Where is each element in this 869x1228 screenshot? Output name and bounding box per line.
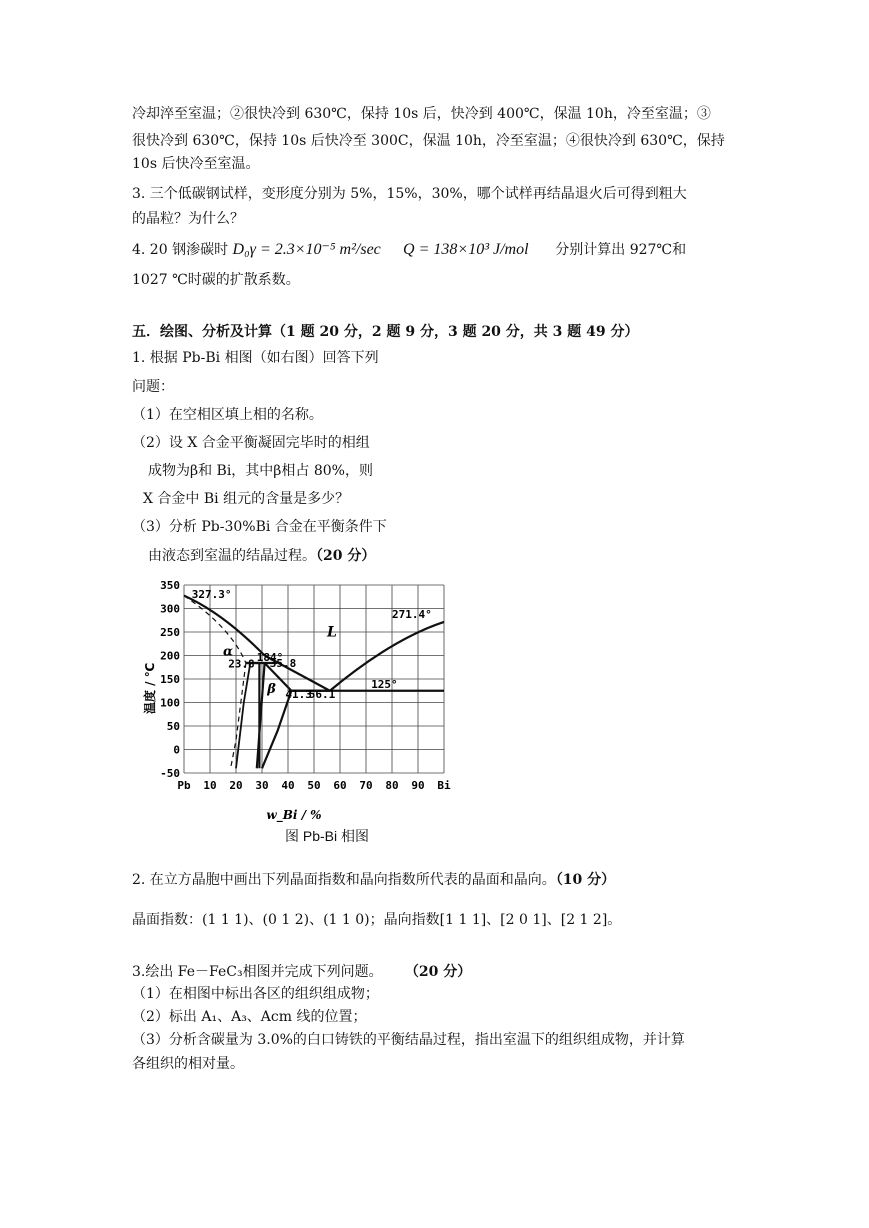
x-axis-label: w_Bi / %	[266, 808, 322, 822]
q3-score: （20 分）	[404, 964, 472, 980]
q3-line: （2）标出 A₁、A₃、Acm 线的位置；	[132, 1009, 367, 1025]
q3-line: （3）分析含碳量为 3.0%的白口铸铁的平衡结晶过程，指出室温下的组织组成物，并计算	[132, 1032, 685, 1048]
q3-text: 3.绘出 Fe－FeC₃相图并完成下列问题。	[132, 964, 383, 980]
x-tick-label: 90	[411, 779, 425, 792]
text-line: 冷却淬至室温；②很快冷到 630℃，保持 10s 后，快冷到 400℃，保温 10h，冷至室温；③	[132, 106, 711, 122]
x-tick-label: 10	[203, 779, 217, 792]
text-line: 很快冷到 630℃，保持 10s 后快冷至 300C，保温 10h，冷至室温；④很快冷到 630℃，保持	[132, 133, 725, 149]
y-tick-label: 200	[160, 649, 180, 663]
q3-line: （1）在相图中标出各区的组织组成物；	[132, 986, 379, 1002]
diffusion-constant-formula: D₀γ = 2.3×10⁻⁵ m²/sec	[232, 241, 381, 258]
q2-text: 2. 在立方晶胞中画出下列晶面指数和晶向指数所代表的晶面和晶向。	[132, 872, 556, 888]
activation-energy-formula: Q = 138×10³ J/mol	[403, 241, 529, 258]
x-tick-label: Pb	[177, 779, 191, 792]
y-tick-label: -50	[160, 767, 180, 780]
diagram-annotation: 271.4°	[392, 607, 432, 621]
question-2	[132, 870, 615, 890]
x-tick-label: 40	[281, 779, 295, 792]
phase-label-alpha: α	[223, 644, 234, 660]
q3-line: 各组织的相对量。	[132, 1056, 244, 1072]
q1-score: （20 分）	[316, 548, 376, 564]
q1-line: X 合金中 Bi 组元的含量是多少？	[143, 491, 350, 507]
diagram-annotation: 23.8	[228, 657, 255, 671]
y-tick-label: 250	[160, 626, 180, 639]
text-line: 10s 后快冷至室温。	[132, 156, 260, 172]
section-5-heading: 五．绘图、分析及计算（1 题 20 分，2 题 9 分，3 题 20 分，共 3 题 49 分）	[132, 324, 639, 340]
x-tick-label: Bi	[437, 779, 451, 792]
y-tick-label: 50	[166, 720, 180, 733]
y-tick-label: 300	[160, 602, 180, 616]
pb-bi-phase-diagram	[132, 575, 452, 827]
text-line: 的晶粒？为什么？	[132, 211, 244, 227]
x-tick-label: 70	[359, 779, 373, 792]
y-axis-label: 温度 / ℃	[143, 662, 157, 715]
x-tick-label: 20	[229, 779, 243, 792]
y-tick-label: 150	[160, 673, 180, 686]
x-tick-label: 80	[385, 779, 399, 792]
question-3-fe	[132, 962, 471, 982]
diagram-annotation: 125°	[371, 677, 398, 691]
phase-label-liquid: L	[327, 624, 337, 641]
q1-part3-text: 由液态到室温的结晶过程。	[148, 548, 316, 564]
q1-line: （3）分析 Pb-30%Bi 合金在平衡条件下	[132, 519, 387, 535]
miller-indices-line: 晶面指数：(1 1 1)、(0 1 2)、(1 1 0)；晶向指数[1 1 1]、[2 0 1]、[2 1 2]。	[132, 912, 622, 928]
text-line: 1027 ℃时碳的扩散系数。	[132, 272, 300, 288]
diagram-annotation: 184°	[256, 651, 284, 665]
diagram-annotation: 56.1	[308, 687, 336, 701]
q1-line	[148, 546, 375, 566]
x-tick-label: 50	[307, 779, 321, 792]
y-tick-label: 0	[173, 743, 180, 757]
x-tick-label: 60	[333, 779, 347, 792]
q1-line: （2）设 X 合金平衡凝固完毕时的相组	[132, 435, 370, 451]
diagram-annotation: 35.8	[269, 656, 297, 670]
x-tick-label: 30	[255, 779, 269, 792]
q4-lead: 4. 20 钢渗碳时	[132, 242, 229, 258]
q1-line: （1）在空相区填上相的名称。	[132, 407, 323, 423]
q1-line: 问题：	[132, 379, 174, 395]
phase-label-beta: β	[267, 682, 276, 698]
q1-line: 成物为β和 Bi，其中β相占 80%，则	[148, 463, 373, 479]
question-4	[132, 240, 686, 260]
diagram-annotation: 327.3°	[191, 588, 232, 602]
question-3: 3. 三个低碳钢试样，变形度分别为 5%，15%，30%，哪个试样再结晶退火后可得到粗大	[132, 186, 687, 202]
figure-caption: 图 Pb-Bi 相图	[285, 828, 370, 844]
y-tick-label: 100	[160, 696, 180, 710]
q2-score: （10 分）	[555, 872, 616, 888]
diagram-annotation: 41.3	[285, 687, 312, 701]
y-tick-label: 350	[160, 579, 180, 592]
q1-line: 1. 根据 Pb-Bi 相图（如右图）回答下列	[132, 350, 379, 366]
q4-tail: 分别计算出 927℃和	[555, 242, 687, 258]
